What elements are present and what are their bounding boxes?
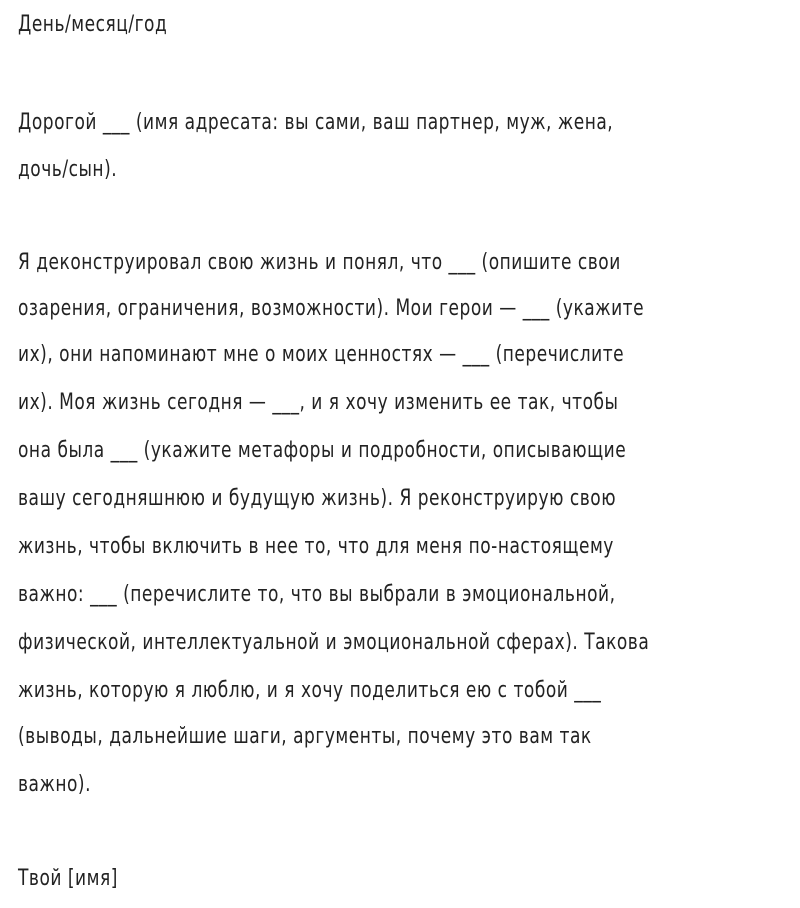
greeting-line: Дорогой ___ (имя адресата: вы сами, ваш партнер, муж, жена, [18, 110, 614, 135]
body-line: вашу сегодняшнюю и будущую жизнь). Я реконструирую свою [18, 486, 617, 511]
signature-line: Твой [имя] [18, 866, 118, 891]
body-line: Я деконструировал свою жизнь и понял, что ___ (опишите свои [18, 250, 621, 275]
body-line: важно: ___ (перечислите то, что вы выбрали в эмоциональной, [18, 582, 616, 607]
date-line: День/месяц/год [18, 12, 168, 37]
body-line: (выводы, дальнейшие шаги, аргументы, почему это вам так [18, 724, 592, 749]
body-line: она была ___ (укажите метафоры и подробности, описывающие [18, 438, 627, 463]
body-line: жизнь, которую я люблю, и я хочу поделиться ею с тобой ___ [18, 678, 602, 703]
body-line: физической, интеллектуальной и эмоциональной сферах). Такова [18, 630, 650, 655]
body-line: их), они напоминают мне о моих ценностях — ___ (перечислите [18, 342, 625, 367]
body-line: их). Моя жизнь сегодня — ___, и я хочу изменить ее так, чтобы [18, 390, 619, 415]
body-line: озарения, ограничения, возможности). Мои герои — ___ (укажите [18, 296, 645, 321]
body-line: жизнь, чтобы включить в нее то, что для меня по-настоящему [18, 534, 614, 559]
body-line: важно). [18, 772, 92, 797]
greeting-line: дочь/сын). [18, 157, 118, 182]
